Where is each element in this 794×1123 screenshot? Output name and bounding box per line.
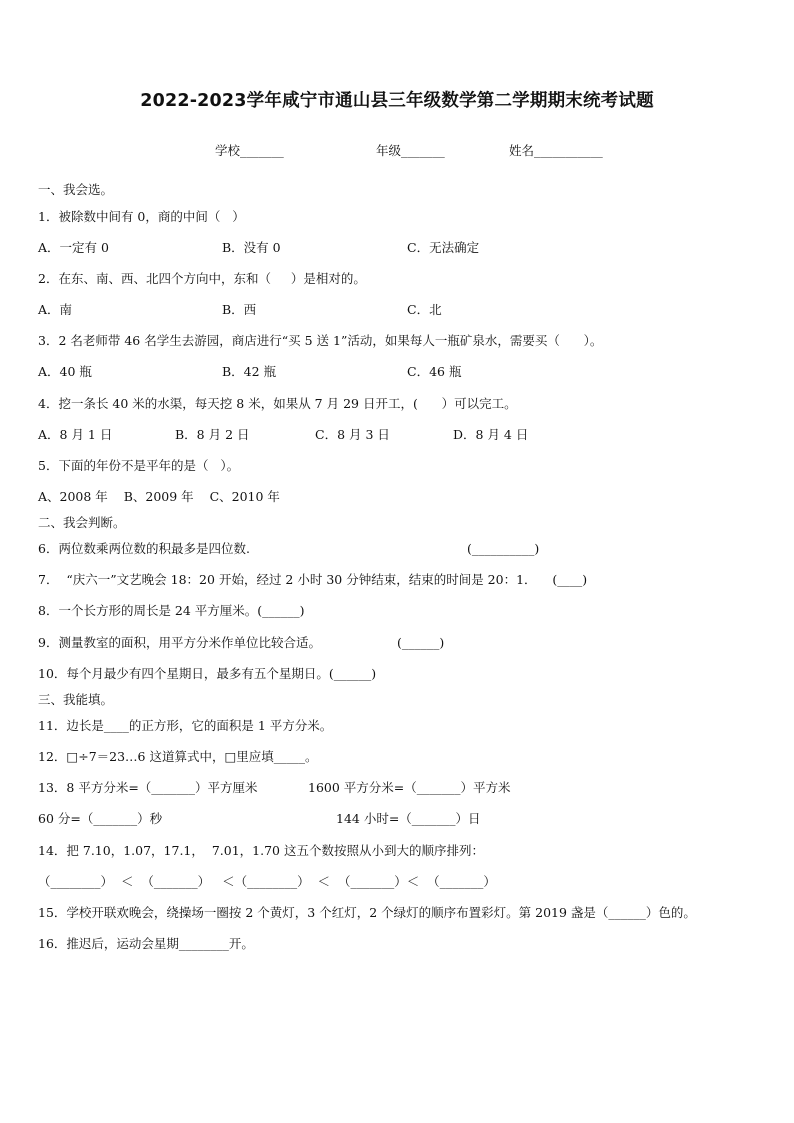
- section-heading: 二、我会判断。: [38, 515, 126, 530]
- question-13-b: 1600 平方分米=（_______）平方米: [308, 780, 511, 795]
- option-d: D．8 月 4 日: [453, 427, 529, 442]
- question-14: 14．把 7.10，1.07，17.1， 7.01，1.70 这五个数按照从小到大的顺序排列：: [38, 843, 484, 858]
- question-16: 16．推迟后，运动会星期________开。: [38, 936, 254, 951]
- option-b: B．没有 0: [222, 240, 281, 255]
- option-b: B．42 瓶: [222, 364, 277, 379]
- school-field: 学校_______: [215, 143, 284, 158]
- question-1: 1．被除数中间有 0，商的中间（ ）: [38, 209, 245, 224]
- option-a: A．8 月 1 日: [38, 427, 113, 442]
- question-5: 5．下面的年份不是平年的是（ ）。: [38, 458, 240, 473]
- answer-blank: (__________): [467, 541, 540, 556]
- question-13-c: 60 分=（_______）秒: [38, 811, 163, 826]
- question-2: 2．在东、南、西、北四个方向中，东和（ ）是相对的。: [38, 271, 366, 286]
- question-9: 9．测量教室的面积，用平方分米作单位比较合适。: [38, 635, 321, 650]
- question-13-a: 13．8 平方分米=（_______）平方厘米: [38, 780, 258, 795]
- question-8: 8．一个长方形的周长是 24 平方厘米。(______): [38, 603, 305, 618]
- option-a: A．一定有 0: [38, 240, 109, 255]
- question-5-options: A、2008 年 B、2009 年 C、2010 年: [38, 489, 280, 504]
- page-title: 2022-2023学年咸宁市通山县三年级数学第二学期期末统考试题: [140, 91, 654, 111]
- question-6: 6．两位数乘两位数的积最多是四位数.: [38, 541, 250, 556]
- question-15: 15．学校开联欢晚会，绕操场一圈按 2 个黄灯，3 个红灯，2 个绿灯的顺序布置彩灯。第 2019 盏是（______）色的。: [38, 905, 696, 920]
- option-b: B．8 月 2 日: [175, 427, 250, 442]
- section-heading: 三、我能填。: [38, 692, 114, 707]
- answer-blank: (______): [397, 635, 445, 650]
- option-b: B．西: [222, 302, 257, 317]
- option-a: A．40 瓶: [38, 364, 92, 379]
- option-c: C．无法确定: [407, 240, 480, 255]
- question-10: 10．每个月最少有四个星期日，最多有五个星期日。(______): [38, 666, 377, 681]
- question-13-d: 144 小时=（_______）日: [336, 811, 481, 826]
- question-7: 7． “庆六一”文艺晚会 18：20 开始，经过 2 小时 30 分钟结束，结束的时间是 20：1． (____): [38, 572, 588, 587]
- option-a: A．南: [38, 302, 73, 317]
- grade-field: 年级_______: [376, 143, 445, 158]
- question-3: 3．2 名老师带 46 名学生去游园，商店进行“买 5 送 1”活动，如果每人一瓶矿泉水，需要买（ ）。: [38, 333, 603, 348]
- section-heading: 一、我会选。: [38, 182, 114, 197]
- question-4: 4．挖一条长 40 米的水渠，每天挖 8 米，如果从 7 月 29 日开工，( ）可以完工。: [38, 396, 517, 411]
- option-c: C．8 月 3 日: [315, 427, 390, 442]
- question-11: 11．边长是____的正方形，它的面积是 1 平方分米。: [38, 718, 333, 733]
- option-c: C．46 瓶: [407, 364, 462, 379]
- option-c: C．北: [407, 302, 442, 317]
- question-14-answer-row: （________） ＜ （_______） ＜（________） ＜ （_______）＜ （_______）: [38, 874, 496, 889]
- question-12: 12．□÷7＝23…6 这道算式中，□里应填_____。: [38, 749, 318, 764]
- name-field: 姓名___________: [509, 143, 603, 158]
